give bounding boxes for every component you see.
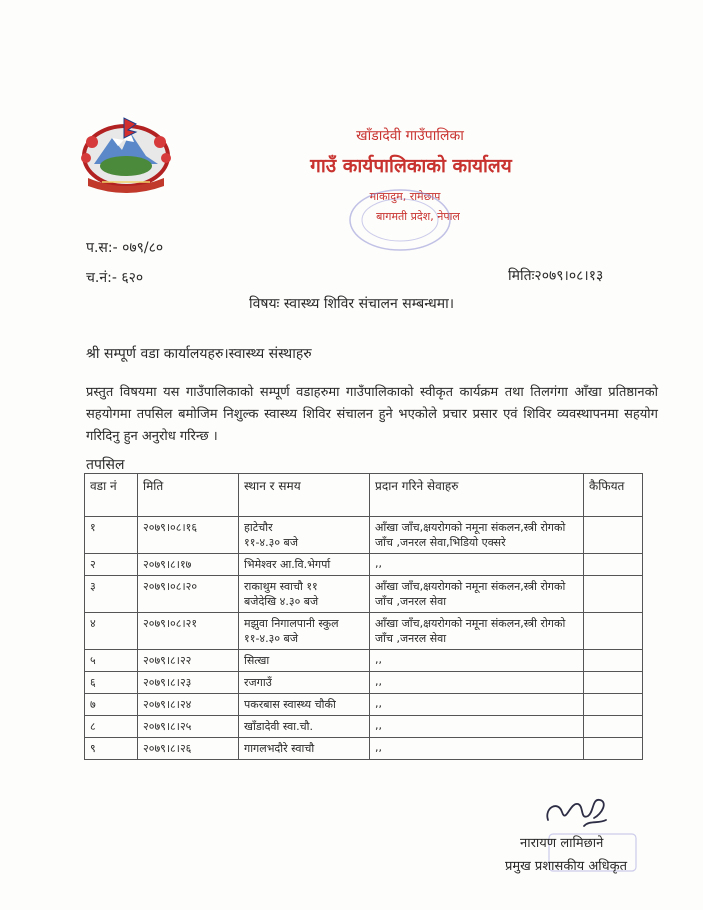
ward-number: ५	[90, 654, 96, 667]
ward-number: ३	[90, 580, 96, 593]
cell-services	[370, 650, 584, 672]
address-line-2: बागमती प्रदेश, नेपाल	[376, 210, 460, 223]
cell-place-time	[239, 650, 370, 672]
camp-services: ,,	[375, 697, 382, 710]
cell-date	[138, 738, 239, 760]
ward-number: २	[90, 558, 96, 571]
table-row	[85, 517, 643, 554]
cell-place-time	[239, 694, 370, 716]
signature-icon	[540, 790, 620, 835]
schedule-title: तपसिल	[86, 457, 125, 473]
table-row	[85, 554, 643, 576]
ward-number: १	[90, 521, 96, 534]
header-services: प्रदान गरिने सेवाहरु	[370, 474, 584, 517]
cell-date	[138, 576, 239, 613]
office-stamp-icon	[345, 185, 455, 255]
ward-number: ७	[90, 698, 96, 711]
camp-place: सित्खा	[244, 654, 270, 667]
table-row	[85, 738, 643, 760]
camp-services: ,,	[375, 675, 382, 688]
cell-services	[370, 554, 584, 576]
camp-date: २०७९।८।२३	[143, 676, 192, 689]
cell-date	[138, 554, 239, 576]
cell-date	[138, 650, 239, 672]
cell-place-time	[239, 576, 370, 613]
camp-place: हाटेचौर	[244, 521, 273, 534]
camp-place: पकरबास स्वास्थ्य चौकी	[244, 698, 336, 711]
cell-ward	[85, 517, 138, 554]
header-date: मिति	[138, 474, 239, 517]
camp-services: ,,	[375, 719, 382, 732]
camp-date: २०७९।८।२५	[143, 720, 192, 733]
ward-number: ४	[90, 617, 96, 630]
letter-reference-number: प.स:- ०७९/८०	[86, 240, 164, 256]
camp-date: २०७९।०८।२०	[143, 580, 198, 593]
table-header-row	[85, 474, 643, 517]
cell-services	[370, 694, 584, 716]
table-row	[85, 694, 643, 716]
cell-date	[138, 613, 239, 650]
ward-number: ८	[90, 720, 96, 733]
camp-services: आँखा जाँच,क्षयरोगको नमूना संकलन,स्त्री रोगको जाँच ,जनरल सेवा	[375, 617, 566, 645]
camp-place: गागलभदौरे स्वाचौ	[244, 742, 315, 755]
cell-ward	[85, 613, 138, 650]
cell-ward	[85, 554, 138, 576]
addressee: श्री सम्पूर्ण वडा कार्यालयहरु।स्वास्थ्य संस्थाहरु	[86, 346, 312, 362]
cell-remarks	[584, 694, 643, 716]
cell-ward	[85, 694, 138, 716]
camp-time: ११-४.३० बजे	[244, 632, 299, 645]
cell-services	[370, 738, 584, 760]
cell-place-time	[239, 517, 370, 554]
cell-date	[138, 672, 239, 694]
cell-ward	[85, 738, 138, 760]
office-name: गाउँ कार्यपालिकाको कार्यालय	[310, 155, 512, 177]
cell-place-time	[239, 672, 370, 694]
camp-time: ११-४.३० बजे	[244, 536, 299, 549]
camp-date: २०७९।८।२४	[143, 698, 192, 711]
cell-ward	[85, 650, 138, 672]
letter-body: प्रस्तुत विषयमा यस गाउँपालिकाको सम्पूर्ण वडाहरुमा गाउँपालिकाको स्वीकृत कार्यक्रम तथा तिलगंगा आँखा प्रतिष्ठानको सहयोगमा तपसिल बमोजिम निशुल्क स्वास्थ्य शिविर संचालन हुने भएकोले प्रचार प्रसार एवं शिविर व्यवस्थापनमा सहयोग गरिदिनु हुन अनुरोध गरिन्छ ।	[86, 385, 658, 444]
camp-date: २०७९।८।२२	[143, 654, 192, 667]
cell-remarks	[584, 517, 643, 554]
camp-place: मझुवा निगालपानी स्कुल	[244, 617, 339, 630]
cell-remarks	[584, 650, 643, 672]
cell-remarks	[584, 672, 643, 694]
camp-date: २०७९।०८।२१	[143, 617, 198, 630]
cell-ward	[85, 576, 138, 613]
ward-number: ६	[90, 676, 96, 689]
header-place-time: स्थान र समय	[239, 474, 370, 517]
cell-place-time	[239, 613, 370, 650]
cell-services	[370, 576, 584, 613]
cell-services	[370, 672, 584, 694]
camp-services: आँखा जाँच,क्षयरोगको नमूना संकलन,स्त्री रोगको जाँच ,जनरल सेवा,भिडियो एक्सरे	[375, 521, 566, 549]
camp-place: भिमेश्वर आ.वि.भेगर्पा	[244, 558, 331, 571]
nepal-emblem-icon	[72, 112, 180, 194]
table-row	[85, 650, 643, 672]
cell-place-time	[239, 738, 370, 760]
camp-services: ,,	[375, 557, 382, 570]
address-line-1: माकादुम, रामेछाप	[369, 190, 441, 203]
camp-place: खाँडादेवी स्वा.चौ.	[244, 720, 313, 733]
signatory-name: नारायण लामिछाने	[520, 836, 604, 851]
letter-date: मितिः२०७९।०८।१३	[508, 268, 604, 284]
cell-remarks	[584, 738, 643, 760]
table-row	[85, 716, 643, 738]
cell-services	[370, 613, 584, 650]
header-remarks: कैफियत	[584, 474, 643, 517]
header-ward: वडा नं	[85, 474, 138, 517]
cell-remarks	[584, 554, 643, 576]
cell-ward	[85, 716, 138, 738]
camp-date: २०७९।८।२६	[143, 742, 192, 755]
camp-place: रजगाउँ	[244, 676, 272, 689]
cell-place-time	[239, 554, 370, 576]
camp-place: राकाथुम स्वाचौ ११	[244, 580, 318, 593]
cell-remarks	[584, 576, 643, 613]
municipality-name: खाँडादेवी गाउँपालिका	[356, 128, 464, 144]
cell-services	[370, 517, 584, 554]
cell-date	[138, 694, 239, 716]
signatory-title: प्रमुख प्रशासकीय अधिकृत	[505, 859, 628, 874]
camp-schedule-table	[84, 473, 643, 760]
cell-remarks	[584, 613, 643, 650]
cell-services	[370, 716, 584, 738]
camp-time: बजेदेखि ४.३० बजे	[244, 595, 319, 608]
cell-ward	[85, 672, 138, 694]
cell-date	[138, 716, 239, 738]
camp-date: २०७९।०८।१६	[143, 521, 198, 534]
camp-services: ,,	[375, 653, 382, 666]
ward-number: ९	[90, 742, 96, 755]
table-row	[85, 672, 643, 694]
cell-remarks	[584, 716, 643, 738]
cell-place-time	[239, 716, 370, 738]
cell-date	[138, 517, 239, 554]
dispatch-number: च.नं:- ६२०	[86, 270, 144, 286]
camp-services: आँखा जाँच,क्षयरोगको नमूना संकलन,स्त्री रोगको जाँच ,जनरल सेवा	[375, 580, 566, 608]
camp-date: २०७९।८।१७	[143, 558, 192, 571]
table-row	[85, 576, 643, 613]
table-row	[85, 613, 643, 650]
letter-subject: विषयः स्वास्थ्य शिविर संचालन सम्बन्धमा।	[248, 296, 455, 312]
camp-services: ,,	[375, 741, 382, 754]
